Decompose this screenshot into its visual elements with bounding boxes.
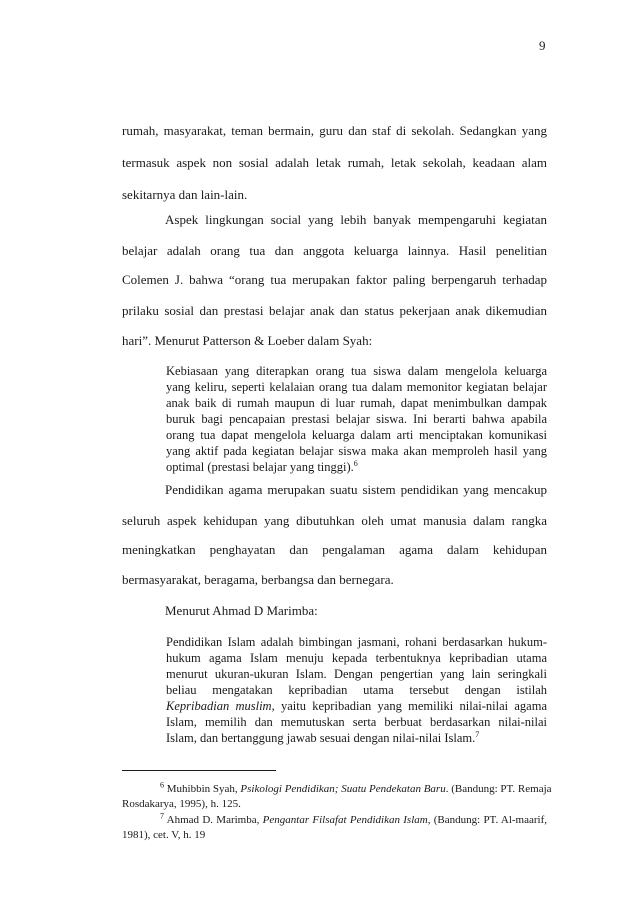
body-line: hari”. Menurut Patterson & Loeber dalam Syah:: [122, 333, 373, 348]
quote-line: hukum agama Islam menuju kepada terbentuknya kepribadian utama: [166, 651, 547, 665]
body-line: prilaku sosial dan prestasi belajar anak dan status pekerjaan anak dikemudian: [122, 303, 547, 318]
body-line: Colemen J. bahwa “orang tua merupakan faktor paling berpengaruh terhadap: [122, 272, 547, 287]
body-line: Pendidikan agama merupakan suatu sistem pendidikan yang mencakup: [165, 482, 547, 497]
quote-line: buruk bagi pencapaian prestasi belajar siswa. Ini berarti bahwa apabila: [166, 412, 547, 426]
italic-term: Kepribadian muslim: [166, 699, 272, 713]
quote-line: [166, 731, 547, 746]
footnote-number: 6: [160, 780, 164, 790]
footnote-number: 7: [160, 811, 164, 821]
quote-line: Kebiasaan yang diterapkan orang tua siswa dalam mengelola keluarga: [166, 364, 547, 378]
quote-line: menurut ukuran-ukuran Islam. Dengan pengertian yang lain seringkali: [166, 667, 547, 681]
footnote-author: Ahmad D. Marimba,: [166, 814, 263, 826]
body-line: seluruh aspek kehidupan yang dibutuhkan oleh umat manusia dalam rangka: [122, 513, 547, 528]
body-line: meningkatkan penghayatan dan pengalaman agama dalam kehidupan: [122, 542, 547, 557]
footnote-line: [160, 780, 552, 796]
quote-line: yang keliru, seperti kelalaian orang tua dalam memonitor kegiatan belajar: [166, 380, 547, 394]
quote-line: beliau mengatakan kepribadian utama tersebut dengan istilah: [166, 683, 547, 697]
footnote-line: Rosdakarya, 1995), h. 125.: [122, 798, 241, 810]
quote-line: Pendidikan Islam adalah bimbingan jasmani, rohani berdasarkan hukum-: [166, 635, 547, 649]
quote-line: Islam, memilih dan memutuskan serta berbuat berdasarkan nilai-nilai: [166, 715, 547, 729]
footnote-line: 1981), cet. V, h. 19: [122, 829, 206, 841]
body-line: Menurut Ahmad D Marimba:: [165, 603, 318, 618]
quote-text: Islam, dan bertanggung jawab sesuai dengan nilai-nilai Islam.: [166, 731, 476, 745]
quote-text: , yaitu kepribadian yang memiliki nilai-nilai agama: [271, 699, 547, 713]
body-line: sekitarnya dan lain-lain.: [122, 187, 248, 202]
body-line: bermasyarakat, beragama, berbangsa dan bernegara.: [122, 572, 394, 587]
body-line: rumah, masyarakat, teman bermain, guru dan staf di sekolah. Sedangkan yang: [122, 123, 547, 138]
quote-line: [166, 699, 547, 714]
footnote-author: Muhibbin Syah,: [166, 783, 241, 795]
page-number: 9: [539, 38, 546, 53]
footnote-title: Pengantar Filsafat Pendidikan Islam: [262, 814, 428, 826]
quote-line: anak baik di rumah maupun di luar rumah, dapat menimbulkan dampak: [166, 396, 547, 410]
quote-text: optimal (prestasi belajar yang tinggi).: [166, 460, 354, 474]
footnote-line: [160, 813, 547, 827]
footnote-title: Psikologi Pendidikan; Suatu Pendekatan Baru: [240, 783, 446, 795]
body-line: Aspek lingkungan social yang lebih banyak mempengaruhi kegiatan: [165, 212, 547, 227]
body-line: belajar adalah orang tua dan anggota keluarga lainnya. Hasil penelitian: [122, 243, 547, 258]
footnote-rule: [122, 770, 276, 771]
body-line: termasuk aspek non sosial adalah letak rumah, letak sekolah, keadaan alam: [122, 155, 547, 170]
quote-line: [166, 460, 547, 475]
footnote-publisher: . (Bandung: PT. Remaja: [445, 783, 552, 795]
quote-line: yang aktif pada kegiatan belajar siswa maka akan memproleh hasil yang: [166, 444, 547, 458]
footnote-publisher: , (Bandung: PT. Al-maarif,: [427, 814, 548, 826]
footnote-ref: 6: [353, 458, 358, 468]
footnote-ref: 7: [475, 729, 480, 739]
quote-line: orang tua dapat mengelola keluarga dalam arti menciptakan komunikasi: [166, 428, 547, 442]
